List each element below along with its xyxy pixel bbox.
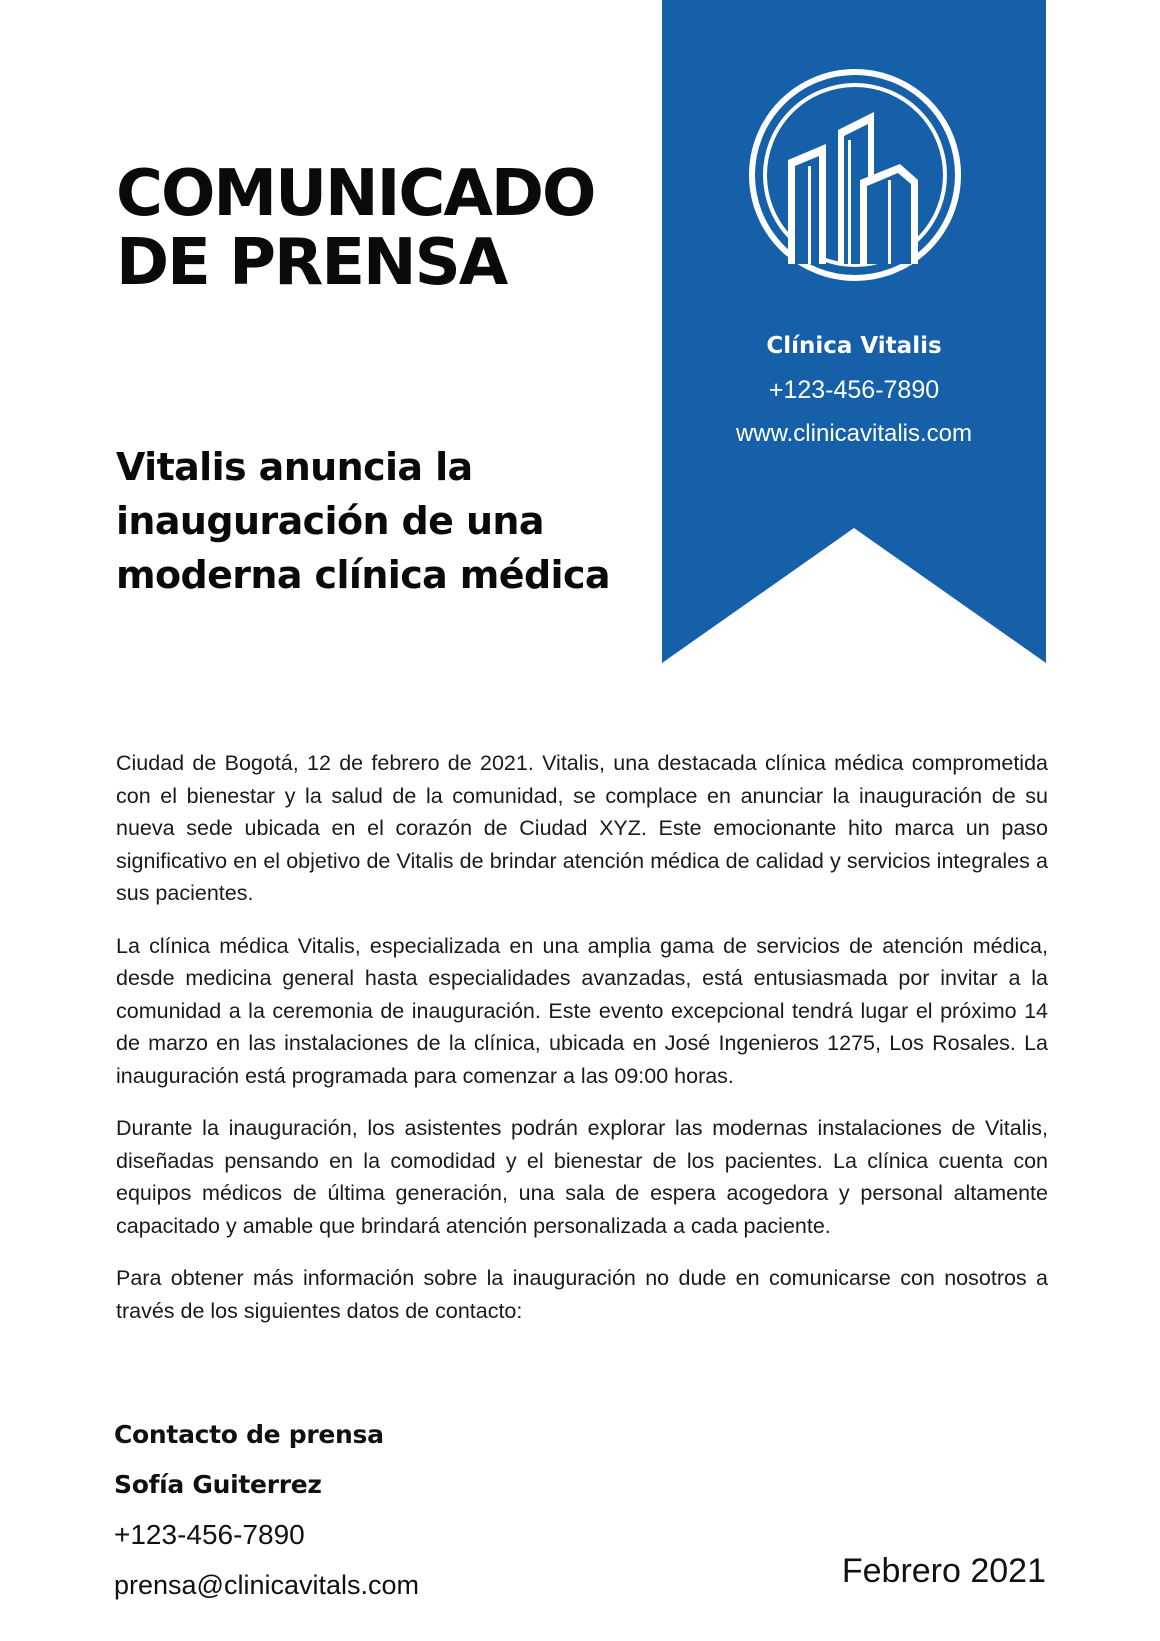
contact-label: Contacto de prensa: [114, 1420, 384, 1449]
page-title: [116, 157, 656, 300]
headline-line-2: inauguración de una: [116, 499, 544, 543]
paragraph-3: Durante la inauguración, los asistentes podrán explorar las modernas instalaciones de Vitalis, diseñadas pensando en la comodidad y el bienestar de los pacientes. La clínica cuenta con equipos médicos de última generación, una sala de espera acogedora y personal altamente capacitado y amable que brindará atención personalizada a cada paciente.: [116, 1116, 1048, 1238]
brand-phone: +123-456-7890: [768, 376, 940, 404]
contact-phone: +123-456-7890: [114, 1519, 305, 1550]
paragraph-1: Ciudad de Bogotá, 12 de febrero de 2021. Vitalis, una destacada clínica médica comprometida con el bienestar y la salud de la comunidad, se complace en anunciar la inauguración de su nueva sede ubicada en el corazón de Ciudad XYZ. Este emocionante hito marca un paso significativo en el objetivo de Vitalis de brindar atención médica de calidad y servicios integrales a sus pacientes.: [116, 751, 1048, 905]
press-contact: [114, 1410, 614, 1610]
release-date: Febrero 2021: [841, 1552, 1046, 1590]
contact-email: prensa@clinicavitals.com: [114, 1570, 420, 1600]
paragraph-2: La clínica médica Vitalis, especializada en una amplia gama de servicios de atención médica, desde medicina general hasta especialidades avanzadas, está entusiasmada por invitar a la comunidad a la ceremonia de inauguración. Este evento excepcional tendrá lugar el próximo 14 de marzo en las instalaciones de la clínica, ubicada en José Ingenieros 1275, Los Rosales. La inauguración está programada para comenzar a las 09:00 horas.: [116, 933, 1048, 1088]
title-line-2: DE PRENSA: [116, 226, 507, 300]
headline-line-1: Vitalis anuncia la: [116, 445, 473, 489]
press-body: [116, 747, 1048, 1347]
headline-line-3: moderna clínica médica: [116, 553, 610, 597]
headline: [116, 440, 656, 602]
brand-name: Clínica Vitalis: [766, 333, 942, 359]
building-logo-icon: [748, 68, 962, 282]
brand-website: www.clinicavitalis.com: [735, 420, 973, 447]
contact-name: Sofía Guiterrez: [114, 1470, 322, 1499]
brand-banner: [662, 0, 1046, 663]
title-line-1: COMUNICADO: [116, 157, 595, 231]
paragraph-4: Para obtener más información sobre la inauguración no dude en comunicarse con nosotros a través de los siguientes datos de contacto:: [116, 1266, 1048, 1323]
